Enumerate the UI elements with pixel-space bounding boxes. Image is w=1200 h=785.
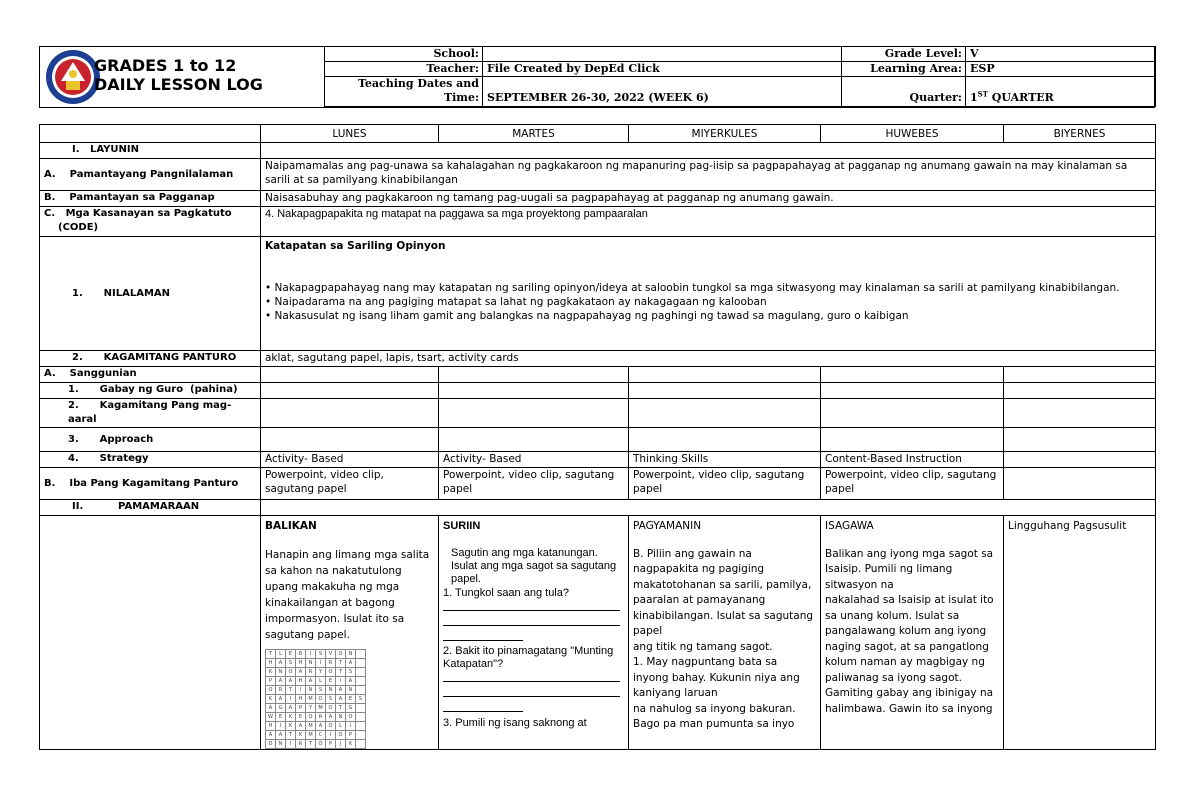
word-search-cell: M (306, 722, 316, 731)
approach-row (40, 428, 1156, 452)
word-search-cell: A (276, 677, 286, 686)
word-search-cell: A (266, 731, 276, 740)
kasanayan-label-line2: (CODE) (58, 222, 99, 233)
nilalaman-label: 1. NILALAMAN (40, 237, 261, 351)
word-search-cell: O (326, 722, 336, 731)
day-huwebes: HUWEBES (821, 125, 1004, 143)
word-search-cell: K (266, 695, 276, 704)
pamamaraan-miyerkules (629, 516, 821, 750)
kagamitang-pang-lunes (261, 399, 439, 428)
word-search-cell: A (286, 704, 296, 713)
word-search-cell: O (346, 713, 356, 722)
teacher-label: Teacher: (325, 62, 483, 77)
word-search-cell: K (286, 713, 296, 722)
word-search-cell: R (306, 668, 316, 677)
sanggunian-label: A. Sanggunian (40, 367, 261, 383)
word-search-cell: E (276, 713, 286, 722)
word-search-cell: R (326, 659, 336, 668)
kasanayan-label-line1: C. Mga Kasanayan sa Pagkatuto (44, 208, 232, 219)
word-search-cell: B (296, 650, 306, 659)
pamamaraan-huwebes (821, 516, 1004, 750)
sanggunian-miyerkules (629, 367, 821, 383)
kagamitan-label: 2. KAGAMITANG PANTURO (40, 351, 261, 367)
word-search-cell (356, 668, 366, 677)
days-header-blank (40, 125, 261, 143)
word-search-cell: G (346, 704, 356, 713)
word-search-cell: R (296, 740, 306, 749)
quarter-number: 1 (970, 91, 978, 104)
word-search-cell: J (336, 740, 346, 749)
word-search-row (266, 668, 366, 677)
suriin-q3: 3. Pumili ng isang saknong at (443, 717, 587, 729)
strategy-label: 4. Strategy (40, 452, 261, 468)
iba-huwebes: Powerpoint, video clip, sagutang papel (821, 468, 1004, 500)
pagganap-label: B. Pamantayan sa Pagganap (40, 191, 261, 207)
grade-level-value: V (966, 47, 1156, 62)
iba-label: B. Iba Pang Kagamitang Panturo (40, 468, 261, 500)
word-search-cell: A (326, 713, 336, 722)
word-search-cell: M (306, 731, 316, 740)
teacher-value: File Created by DepEd Click (483, 62, 842, 77)
balikan-text: Hanapin ang limang mga salita sa kahon na nakatutulong upang makakuha ng mga kinakailangan at bagong impormasyon. Isulat ito sa sagutang papel. (265, 549, 430, 641)
word-search-cell: I (286, 695, 296, 704)
word-search-cell: K (266, 668, 276, 677)
gabay-row (40, 383, 1156, 399)
quarter-superscript: ST (977, 89, 988, 99)
word-search-row (266, 659, 366, 668)
word-search-cell: A (276, 695, 286, 704)
word-search-cell: T (336, 659, 346, 668)
lesson-log-table (39, 124, 1156, 750)
word-search-cell: A (346, 677, 356, 686)
pagyamanin-text-3: 1. May nagpuntang bata sa inyong bahay. Kukunin niya ang kaniyang laruan (633, 656, 800, 699)
word-search-cell: A (276, 659, 286, 668)
pamamaraan-label: II. PAMAMARAAN (40, 500, 261, 516)
nilalaman-row (40, 237, 1156, 351)
word-search-cell: W (266, 713, 276, 722)
word-search-cell: A (296, 668, 306, 677)
strategy-row (40, 452, 1156, 468)
pamamaraan-biyernes (1004, 516, 1156, 750)
pagyamanin-spacer (633, 535, 816, 547)
teaching-dates-value: SEPTEMBER 26-30, 2022 (WEEK 6) (483, 77, 842, 107)
sanggunian-huwebes (821, 367, 1004, 383)
word-search-cell: T (306, 740, 316, 749)
word-search-cell: H (296, 659, 306, 668)
word-search-cell: M (316, 704, 326, 713)
word-search-cell: H (296, 677, 306, 686)
word-search-cell: I (336, 677, 346, 686)
word-search-row (266, 740, 366, 749)
layunin-row (40, 143, 1156, 159)
kagamitang-pang-huwebes (821, 399, 1004, 428)
word-search-cell: A (336, 686, 346, 695)
word-search-cell: N (346, 686, 356, 695)
suriin-spacer (443, 533, 624, 547)
word-search-cell: A (346, 659, 356, 668)
word-search-cell: V (326, 650, 336, 659)
info-table (324, 46, 1156, 107)
word-search-cell (356, 650, 366, 659)
word-search-cell: A (296, 722, 306, 731)
school-label: School: (325, 47, 483, 62)
suriin-q1: 1. Tungkol saan ang tula? (443, 587, 569, 599)
iba-row (40, 468, 1156, 500)
answer-line (443, 630, 523, 641)
word-search-cell: N (346, 650, 356, 659)
word-search-cell: T (266, 650, 276, 659)
day-martes: MARTES (439, 125, 629, 143)
word-search-cell: H (296, 695, 306, 704)
word-search-cell (356, 713, 366, 722)
answer-line (443, 615, 620, 626)
word-search-cell: E (326, 677, 336, 686)
word-search-cell: O (326, 668, 336, 677)
gabay-miyerkules (629, 383, 821, 399)
word-search-cell: I (276, 722, 286, 731)
word-search-cell: S (286, 659, 296, 668)
word-search-cell: M (306, 695, 316, 704)
nilalaman-title: Katapatan sa Sariling Opinyon (265, 240, 446, 252)
sanggunian-martes (439, 367, 629, 383)
answer-line (443, 701, 523, 712)
word-search-cell: S (316, 686, 326, 695)
word-search-cell: I (296, 686, 306, 695)
word-search-cell: S (316, 650, 326, 659)
word-search-cell: O (336, 731, 346, 740)
pagyamanin-text-4: na nahulog sa inyong bakuran. Bago pa man pumunta sa inyo (633, 702, 796, 730)
day-lunes: LUNES (261, 125, 439, 143)
word-search-cell: C (316, 731, 326, 740)
word-search-row (266, 695, 366, 704)
nilalaman-bullet-2: • Naipadarama na ang pagiging matapat sa lahat ng pagkakataon ay nakagagaan ng kalooban (265, 296, 767, 308)
days-header-row (40, 125, 1156, 143)
word-search-row (266, 713, 366, 722)
word-search-cell: O (316, 695, 326, 704)
word-search-cell: N (306, 686, 316, 695)
isagawa-text-2: nakalahad sa Isaisip at isulat ito sa unang kolum. Isulat sa pangalawang kolum ang iyong naging sagot, at sa pangatlong kolum naman ay magbigay ng paliwanag sa iyong sagot. Gamiting gabay ang ibinigay na halimbawa. Gawin ito sa inyong (825, 594, 994, 715)
learning-area-value: ESP (966, 62, 1156, 77)
gabay-label: 1. Gabay ng Guro (pahina) (40, 383, 261, 399)
title-line-2: DAILY LESSON LOG (94, 75, 263, 94)
word-search-cell: O (336, 650, 346, 659)
kasanayan-label (40, 207, 261, 237)
strategy-martes: Activity- Based (439, 452, 629, 468)
teaching-dates-label-line2: Time: (443, 91, 479, 104)
kagamitang-pang-biyernes (1004, 399, 1156, 428)
word-search-grid (265, 649, 366, 749)
word-search-row (266, 704, 366, 713)
answer-line (443, 686, 620, 697)
word-search-cell: P (296, 704, 306, 713)
kagamitan-text: aklat, sagutang papel, lapis, tsart, activity cards (261, 351, 1156, 367)
word-search-cell: T (336, 704, 346, 713)
word-search-cell: O (316, 740, 326, 749)
balikan-spacer (265, 533, 434, 547)
pamamaraan-content-blank (40, 516, 261, 750)
word-search-cell: P (346, 731, 356, 740)
layunin-label: I. LAYUNIN (40, 143, 261, 159)
suriin-title: SURIIN (443, 520, 481, 532)
word-search-cell: E (286, 650, 296, 659)
word-search-cell: R (316, 713, 326, 722)
word-search-cell: I (326, 731, 336, 740)
day-biyernes: BIYERNES (1004, 125, 1156, 143)
gabay-martes (439, 383, 629, 399)
word-search-cell: L (336, 722, 346, 731)
iba-martes: Powerpoint, video clip, sagutang papel (439, 468, 629, 500)
pamantayang-row (40, 159, 1156, 191)
document-title (94, 56, 263, 94)
answer-line (443, 671, 620, 682)
word-search-cell: T (336, 668, 346, 677)
word-search-cell: H (266, 722, 276, 731)
word-search-cell: A (276, 731, 286, 740)
approach-martes (439, 428, 629, 452)
word-search-row (266, 650, 366, 659)
word-search-cell: H (266, 659, 276, 668)
approach-huwebes (821, 428, 1004, 452)
word-search-cell: T (286, 686, 296, 695)
word-search-row (266, 677, 366, 686)
word-search-cell: I (316, 659, 326, 668)
kasanayan-text: 4. Nakapagpapakita ng matapat na paggawa sa mga proyektong pampaaralan (261, 207, 1156, 237)
approach-lunes (261, 428, 439, 452)
title-line-1: GRADES 1 to 12 (94, 56, 237, 75)
approach-biyernes (1004, 428, 1156, 452)
word-search-cell: Y (306, 704, 316, 713)
pagyamanin-text-2: ang titik ng tamang sagot. (633, 640, 773, 653)
kagamitang-pang-label: 2. Kagamitang Pang mag-aaral (40, 399, 261, 428)
word-search-cell: S (326, 695, 336, 704)
word-search-cell: L (276, 650, 286, 659)
pamamaraan-row (40, 500, 1156, 516)
sanggunian-row (40, 367, 1156, 383)
nilalaman-content (261, 237, 1156, 351)
pagganap-text: Naisasabuhay ang pagkakaroon ng tamang pag-uugali sa pagpapahayag at pagganap ng anumang gawain. (261, 191, 1156, 207)
nilalaman-bullet-3: • Nakasusulat ng isang liham gamit ang balangkas na nagpapahayag ng paghingi ng tawad sa magulang, guro o kaibigan (265, 310, 909, 322)
quarter-value (966, 77, 1156, 107)
sanggunian-biyernes (1004, 367, 1156, 383)
answer-line (443, 600, 620, 611)
word-search-cell: P (326, 740, 336, 749)
pagyamanin-text-1: B. Piliin ang gawain na nagpapakita ng pagiging makatotohanan sa sarili, pamilya, paaralan at pamayanang kinabibilangan. Isulat sa sagutang papel (633, 547, 814, 637)
word-search-cell: K (346, 740, 356, 749)
word-search-row (266, 686, 366, 695)
word-search-cell: R (276, 686, 286, 695)
iba-lunes: Powerpoint, video clip, sagutang papel (261, 468, 439, 500)
pamamaraan-content-row (40, 516, 1156, 750)
pagyamanin-title: PAGYAMANIN (633, 520, 702, 532)
strategy-miyerkules: Thinking Skills (629, 452, 821, 468)
pamantayang-label: A. Pamantayang Pangnilalaman (40, 159, 261, 191)
isagawa-spacer (825, 535, 999, 547)
school-value (483, 47, 842, 62)
grade-level-label: Grade Level: (842, 47, 966, 62)
gabay-biyernes (1004, 383, 1156, 399)
word-search-cell: G (276, 704, 286, 713)
approach-miyerkules (629, 428, 821, 452)
word-search-cell (356, 722, 366, 731)
iba-biyernes (1004, 468, 1156, 500)
kagamitan-row (40, 351, 1156, 367)
gabay-huwebes (821, 383, 1004, 399)
word-search-cell: A (266, 704, 276, 713)
word-search-cell (356, 740, 366, 749)
lingguhang-pagsusulit-title: Lingguhang Pagsusulit (1008, 520, 1127, 532)
strategy-biyernes (1004, 452, 1156, 468)
word-search-cell: Q (306, 713, 316, 722)
word-search-cell: I (286, 740, 296, 749)
word-search-cell: Y (316, 668, 326, 677)
word-search-cell: N (276, 740, 286, 749)
word-search-cell: N (276, 668, 286, 677)
word-search-cell (356, 686, 366, 695)
isagawa-text-1: Balikan ang iyong mga sagot sa Isaisip. Pumili ng limang sitwasyon na (825, 547, 994, 591)
teaching-dates-label-line1: Teaching Dates and (357, 77, 479, 90)
word-search-cell: K (296, 731, 306, 740)
word-search-row (266, 722, 366, 731)
nilalaman-bullet-1: • Nakapagpapahayag nang may katapatan ng sariling opinyon/ideya at saloobin tungkol sa mga sitwasyong may kinalaman sa sarili at pamilyang kinabibilangan. (265, 282, 1120, 294)
word-search-cell: A (286, 677, 296, 686)
word-search-cell: S (346, 668, 356, 677)
nilalaman-spacer (265, 253, 1151, 281)
word-search-cell (356, 677, 366, 686)
pamamaraan-lunes (261, 516, 439, 750)
suriin-q2: 2. Bakit ito pinamagatang "Munting Katapatan"? (443, 645, 614, 670)
kasanayan-row (40, 207, 1156, 237)
quarter-label: Quarter: (842, 77, 966, 107)
kagamitang-pang-row (40, 399, 1156, 428)
word-search-cell: O (326, 704, 336, 713)
word-search-row (266, 731, 366, 740)
strategy-lunes: Activity- Based (261, 452, 439, 468)
word-search-cell: L (316, 677, 326, 686)
word-search-cell: T (286, 731, 296, 740)
word-search-cell: E (346, 695, 356, 704)
word-search-cell: E (296, 713, 306, 722)
gabay-lunes (261, 383, 439, 399)
word-search-cell: N (306, 659, 316, 668)
word-search-cell: S (356, 695, 366, 704)
word-search-cell (356, 731, 366, 740)
word-search-cell: D (266, 740, 276, 749)
word-search-cell (356, 659, 366, 668)
word-search-cell: N (336, 713, 346, 722)
word-search-cell (356, 704, 366, 713)
layunin-blank (261, 143, 1156, 159)
learning-area-label: Learning Area: (842, 62, 966, 77)
pamamaraan-martes (439, 516, 629, 750)
balikan-title: BALIKAN (265, 520, 317, 532)
word-search-cell: O (286, 668, 296, 677)
day-miyerkules: MIYERKULES (629, 125, 821, 143)
suriin-intro: Sagutin ang mga katanungan. Isulat ang mga sagot sa sagutang papel. (451, 547, 617, 585)
quarter-text: QUARTER (987, 91, 1054, 104)
strategy-huwebes: Content-Based Instruction (821, 452, 1004, 468)
teaching-dates-label (325, 77, 483, 107)
pamamaraan-blank (261, 500, 1156, 516)
word-search-cell: A (316, 722, 326, 731)
word-search-cell: A (336, 695, 346, 704)
word-search-cell: A (306, 677, 316, 686)
word-search-cell: K (286, 722, 296, 731)
word-search-cell: O (266, 686, 276, 695)
kagamitang-pang-miyerkules (629, 399, 821, 428)
kagamitang-pang-martes (439, 399, 629, 428)
pamantayang-text: Naipamamalas ang pag-unawa sa kahalagahan ng pagkakaroon ng mapanuring pag-iisip sa pagpapahayag at pagganap ng anumang gawain na may kinalaman sa sarili at sa pamilyang kinabibilangan (261, 159, 1156, 191)
word-search-cell: I (346, 722, 356, 731)
sanggunian-lunes (261, 367, 439, 383)
approach-label: 3. Approach (40, 428, 261, 452)
isagawa-title: ISAGAWA (825, 520, 874, 532)
pagganap-row (40, 191, 1156, 207)
word-search-cell: N (326, 686, 336, 695)
word-search-cell: P (266, 677, 276, 686)
iba-miyerkules: Powerpoint, video clip, sagutang papel (629, 468, 821, 500)
word-search-cell: I (306, 650, 316, 659)
